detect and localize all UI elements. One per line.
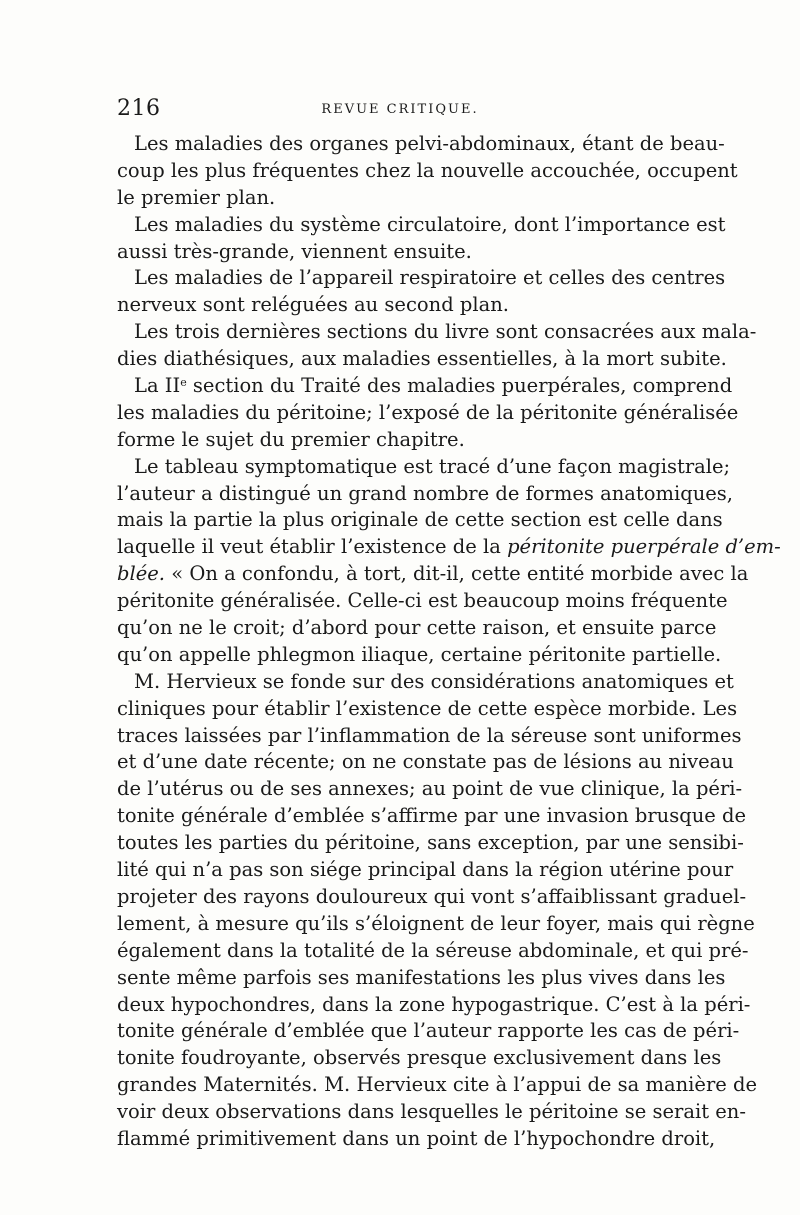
section-label: La II <box>134 374 181 398</box>
text-line <box>117 561 749 588</box>
text-line: Le tableau symptomatique est tracé d’une façon magistrale; <box>134 454 731 478</box>
text-line: coup les plus fréquentes chez la nouvelle accouchée, occupent <box>117 158 738 182</box>
text-line: et d’une date récente; on ne constate pas de lésions au niveau <box>117 750 734 774</box>
text-line: nerveux sont reléguées au second plan. <box>117 293 509 317</box>
text-line: également dans la totalité de la séreuse abdominale, et qui pré- <box>117 938 749 962</box>
text-line: Les maladies des organes pelvi-abdominaux, étant de beau- <box>134 132 725 155</box>
italic-term-end: blée. <box>117 562 165 586</box>
text-line: Les trois dernières sections du livre sont consacrées aux mala- <box>134 320 757 344</box>
body-text <box>117 131 781 1153</box>
text-line <box>117 373 733 400</box>
italic-term: péritonite puerpérale d’em- <box>507 535 781 559</box>
text-line: de l’utérus ou de ses annexes; au point de vue clinique, la péri- <box>117 777 743 801</box>
text-line: cliniques pour établir l’existence de cette espèce morbide. Les <box>117 696 738 720</box>
text-line: lité qui n’a pas son siége principal dans la région utérine pour <box>117 858 734 882</box>
text-line: qu’on appelle phlegmon iliaque, certaine péritonite partielle. <box>117 642 722 666</box>
line-start: laquelle il veut établir l’existence de la <box>117 535 501 559</box>
text-line: l’auteur a distingué un grand nombre de formes anatomiques, <box>117 481 733 505</box>
text-line: voir deux observations dans lesquelles le péritoine se serait en- <box>117 1100 746 1124</box>
text-line: toutes les parties du péritoine, sans exception, par une sensibi- <box>117 831 744 855</box>
running-head: REVUE CRITIQUE. <box>321 102 479 117</box>
text-line <box>117 534 781 561</box>
page-header <box>117 96 683 130</box>
text-line: qu’on ne le croit; d’abord pour cette raison, et ensuite parce <box>117 616 717 640</box>
text-line: les maladies du péritoine; l’exposé de la péritonite généralisée <box>117 400 739 424</box>
text-line: aussi très-grande, viennent ensuite. <box>117 239 472 263</box>
text-line: Les maladies de l’appareil respiratoire et celles des centres <box>134 266 726 290</box>
text-line: le premier plan. <box>117 185 276 209</box>
section-superscript: e <box>180 376 187 390</box>
text-line: deux hypochondres, dans la zone hypogastrique. C’est à la péri- <box>117 992 751 1016</box>
text-line: tonite foudroyante, observés presque exclusivement dans les <box>117 1046 722 1070</box>
page-number: 216 <box>117 96 161 121</box>
text-line: tonite générale d’emblée s’affirme par une invasion brusque de <box>117 804 747 828</box>
text-line: forme le sujet du premier chapitre. <box>117 427 465 451</box>
text-line: M. Hervieux se fonde sur des considérations anatomiques et <box>134 669 734 693</box>
text-line: traces laissées par l’inflammation de la séreuse sont uniformes <box>117 723 742 747</box>
text-line: projeter des rayons douloureux qui vont s’affaiblissant graduel- <box>117 884 747 908</box>
quote-start: « On a confondu, à tort, dit-il, cette entité morbide avec la <box>171 562 749 586</box>
text-line: lement, à mesure qu’ils s’éloignent de leur foyer, mais qui règne <box>117 911 755 935</box>
text-line: mais la partie la plus originale de cette section est celle dans <box>117 508 723 532</box>
text-line: dies diathésiques, aux maladies essentielles, à la mort subite. <box>117 347 727 371</box>
text-line: tonite générale d’emblée que l’auteur rapporte les cas de péri- <box>117 1019 740 1043</box>
text-line: flammé primitivement dans un point de l’hypochondre droit, <box>117 1126 716 1150</box>
text-line: Les maladies du système circulatoire, dont l’importance est <box>134 212 726 236</box>
section-line-rest: section du Traité des maladies puerpérales, comprend <box>192 374 733 398</box>
text-line: grandes Maternités. M. Hervieux cite à l’appui de sa manière de <box>117 1073 758 1097</box>
text-line: péritonite généralisée. Celle-ci est beaucoup moins fréquente <box>117 589 728 613</box>
text-line: sente même parfois ses manifestations les plus vives dans les <box>117 965 726 989</box>
